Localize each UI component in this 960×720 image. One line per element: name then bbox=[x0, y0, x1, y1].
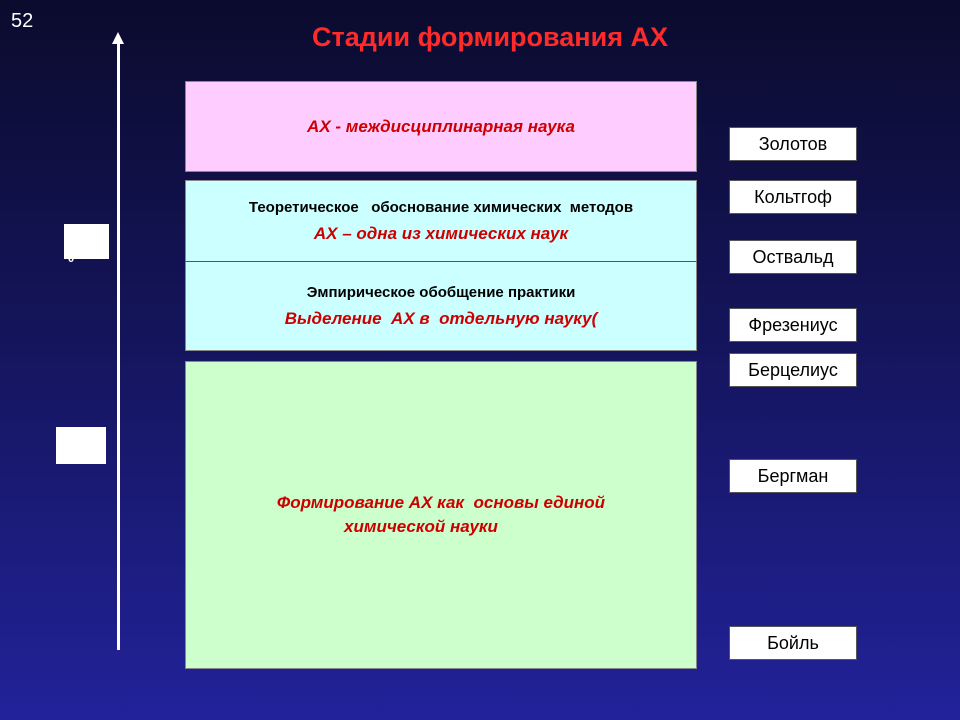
timeline-axis bbox=[117, 40, 120, 650]
stage-theoretical-subtitle: АХ – одна из химических наук bbox=[313, 223, 569, 243]
stage-formation-line2: химической науки bbox=[344, 517, 498, 536]
scientist-box: Золотов bbox=[729, 127, 857, 161]
timeline-label-box-upper bbox=[64, 224, 109, 265]
stage-formation-line1: Формирование АХ как основы единой bbox=[276, 493, 606, 512]
arrow-up-icon bbox=[112, 32, 124, 44]
stage-empirical-subtitle: Выделение АХ в отдельную науку( bbox=[284, 308, 598, 328]
scientist-box: Берцелиус bbox=[729, 353, 857, 387]
stage-interdisciplinary-text: АХ - междисциплинарная наука bbox=[307, 116, 575, 136]
slide-number: 52 bbox=[11, 10, 34, 32]
slide-title: Стадии формирования АХ bbox=[312, 22, 668, 52]
stage-theoretical bbox=[185, 180, 697, 262]
timeline-marker-text: 0 bbox=[68, 253, 75, 265]
scientist-box: Бойль bbox=[729, 626, 857, 660]
stage-empirical-heading: Эмпирическое обобщение практики bbox=[306, 283, 576, 301]
stage-interdisciplinary bbox=[185, 81, 697, 172]
stage-theoretical-heading: Теоретическое обоснование химических методов bbox=[248, 198, 634, 216]
scientist-box: Кольтгоф bbox=[729, 180, 857, 214]
scientist-box: Бергман bbox=[729, 459, 857, 493]
scientist-box: Фрезениус bbox=[729, 308, 857, 342]
stage-empirical bbox=[185, 262, 697, 351]
timeline-label-box-lower bbox=[56, 427, 106, 464]
stage-formation bbox=[185, 361, 697, 669]
scientist-box: Оствальд bbox=[729, 240, 857, 274]
